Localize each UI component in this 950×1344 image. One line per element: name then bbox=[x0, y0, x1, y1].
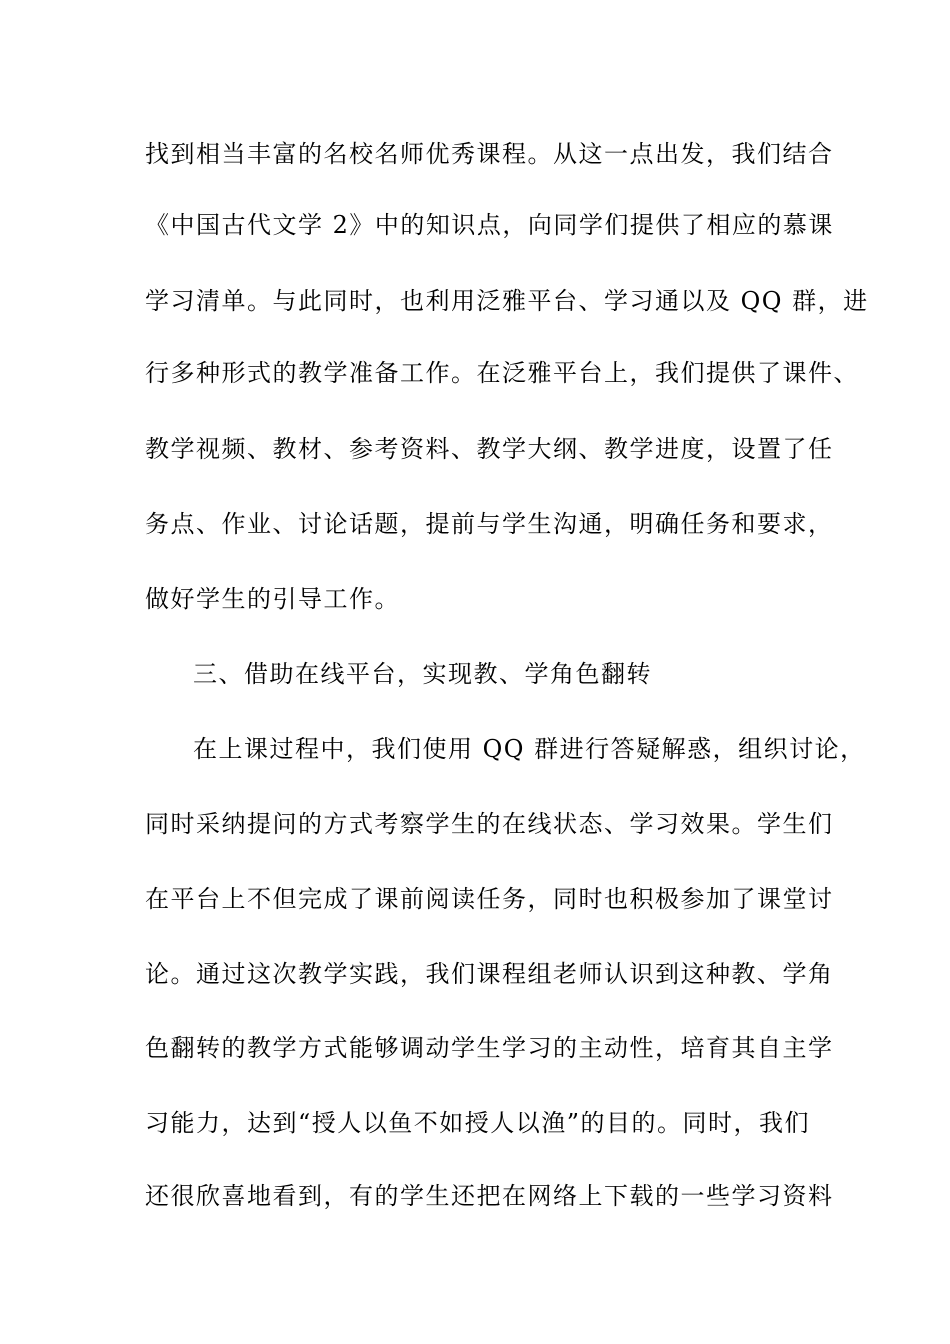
paragraph-line: 学习清单。与此同时，也利用泛雅平台、学习通以及 QQ 群，进 bbox=[145, 287, 869, 315]
paragraph-line: 务点、作业、讨论话题，提前与学生沟通，明确任务和要求， bbox=[145, 510, 834, 538]
paragraph-line: 习能力，达到“授人以鱼不如授人以渔”的目的。同时，我们 bbox=[145, 1109, 811, 1137]
paragraph-line: 《中国古代文学 2》中的知识点，向同学们提供了相应的慕课 bbox=[145, 211, 834, 239]
paragraph-line: 行多种形式的教学准备工作。在泛雅平台上，我们提供了课件、 bbox=[145, 359, 859, 387]
paragraph-line: 找到相当丰富的名校名师优秀课程。从这一点出发，我们结合 bbox=[145, 140, 834, 168]
paragraph-line: 在平台上不但完成了课前阅读任务，同时也积极参加了课堂讨 bbox=[145, 885, 834, 913]
paragraph-line: 在上课过程中，我们使用 QQ 群进行答疑解惑，组织讨论， bbox=[193, 735, 866, 763]
paragraph-line: 论。通过这次教学实践，我们课程组老师认识到这种教、学角 bbox=[145, 960, 834, 988]
paragraph-line: 做好学生的引导工作。 bbox=[145, 585, 400, 613]
section-heading: 三、借助在线平台，实现教、学角色翻转 bbox=[193, 660, 652, 688]
paragraph-line: 还很欣喜地看到，有的学生还把在网络上下载的一些学习资料 bbox=[145, 1182, 834, 1210]
paragraph-line: 色翻转的教学方式能够调动学生学习的主动性，培育其自主学 bbox=[145, 1034, 834, 1062]
paragraph-line: 教学视频、教材、参考资料、教学大纲、教学进度，设置了任 bbox=[145, 435, 834, 463]
paragraph-line: 同时采纳提问的方式考察学生的在线状态、学习效果。学生们 bbox=[145, 810, 834, 838]
